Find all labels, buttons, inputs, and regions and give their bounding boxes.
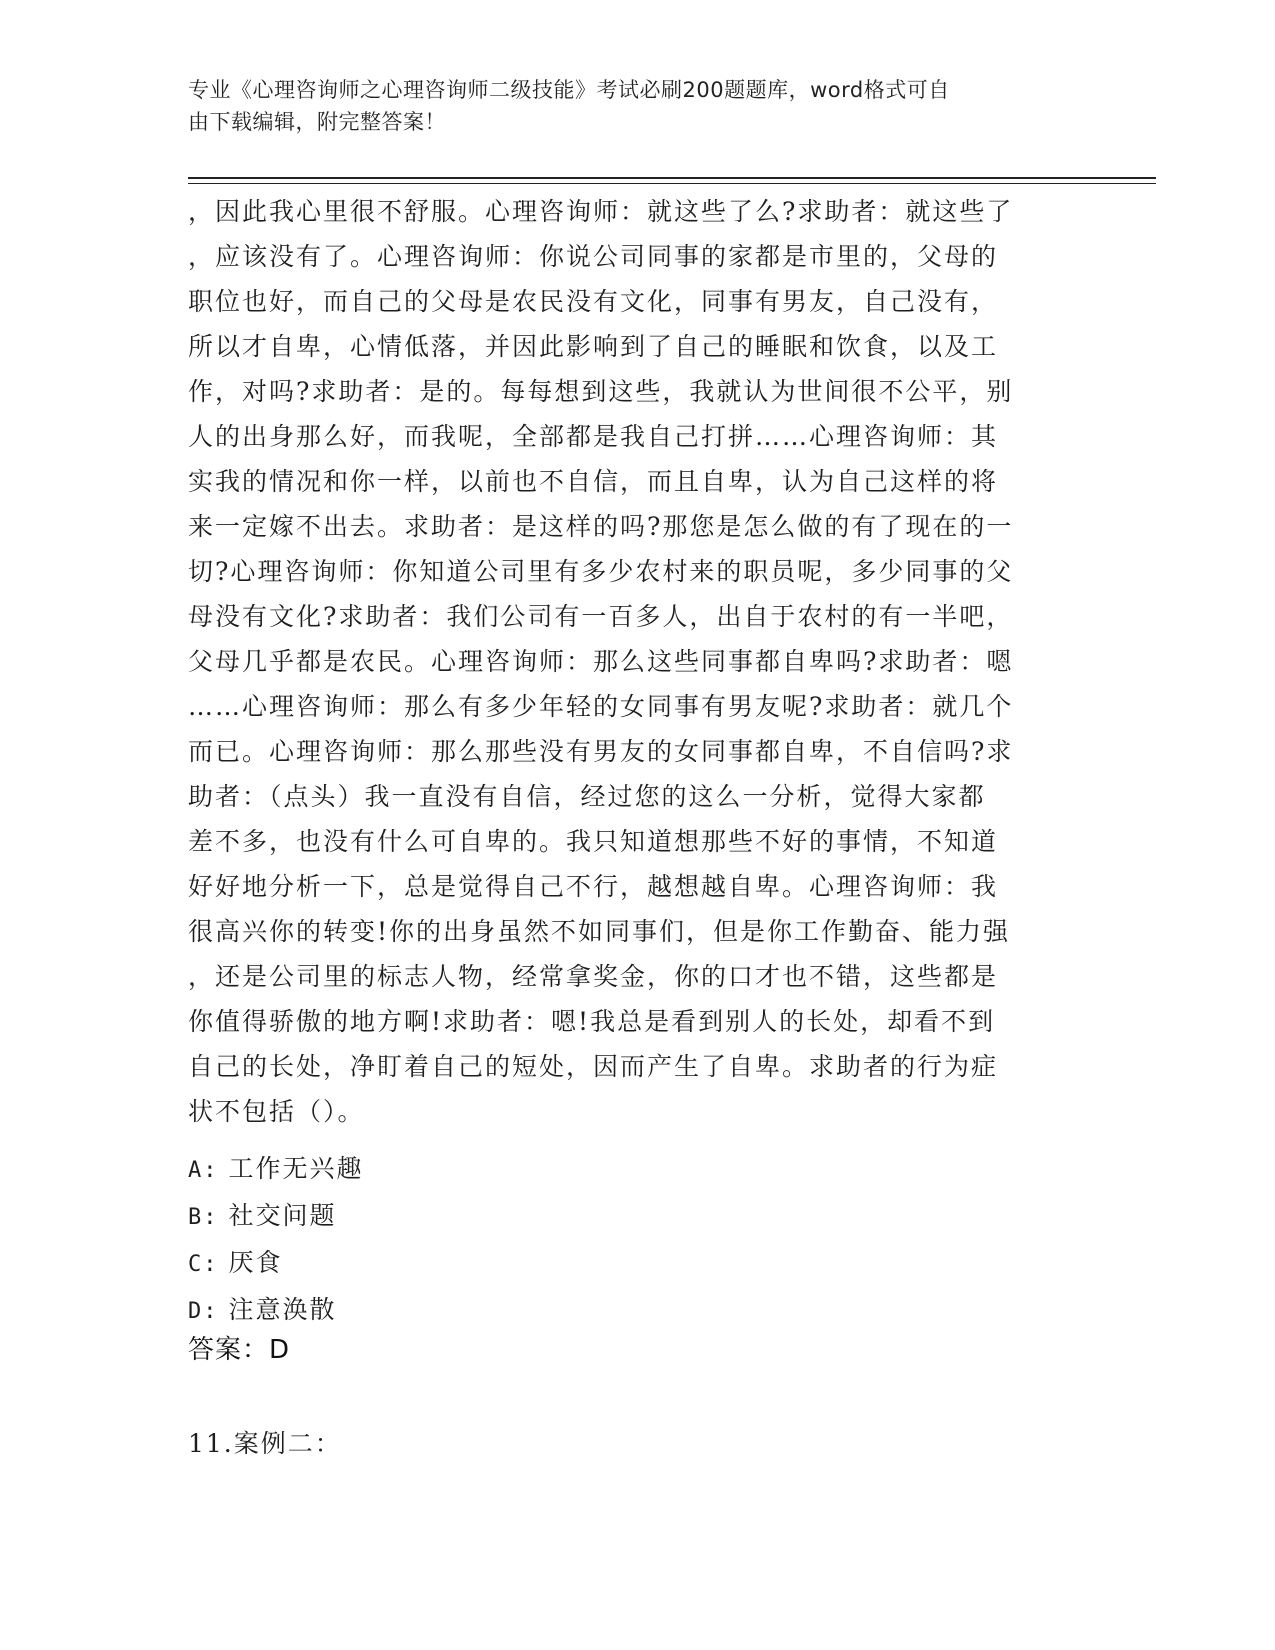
question-line: 职位也好，而自己的父母是农民没有文化，同事有男友，自己没有， [188, 287, 999, 316]
question-line: 自己的长处，净盯着自己的短处，因而产生了自卑。求助者的行为症 [188, 1052, 999, 1081]
header-rule-thick [188, 177, 1156, 179]
header-line-2: 由下载编辑，附完整答案！ [188, 110, 446, 134]
option-d [188, 1287, 364, 1334]
option-text: 工作无兴趣 [228, 1154, 364, 1183]
question-line: 实我的情况和你一样，以前也不自信，而且自卑，认为自己这样的将 [188, 467, 999, 496]
question-line: 母没有文化?求助者：我们公司有一百多人，出自于农村的有一半吧， [188, 602, 1014, 631]
question-line: 而已。心理咨询师：那么那些没有男友的女同事都自卑，不自信吗?求 [188, 737, 1014, 766]
question-line: 切?心理咨询师：你知道公司里有多少农村来的职员呢，多少同事的父 [188, 557, 1014, 586]
question-line: 你值得骄傲的地方啊!求助者：嗯!我总是看到别人的长处，却看不到 [188, 1007, 996, 1036]
question-line: 父母几乎都是农民。心理咨询师：那么这些同事都自卑吗?求助者：嗯 [188, 647, 1014, 676]
header-rule-thin [188, 183, 1156, 184]
option-b [188, 1193, 364, 1240]
option-letter: D: [188, 1299, 219, 1324]
option-letter: B: [188, 1205, 219, 1230]
question-line: 作，对吗?求助者：是的。每每想到这些，我就认为世间很不公平，别 [188, 377, 1014, 406]
question-line: 差不多，也没有什么可自卑的。我只知道想那些不好的事情，不知道 [188, 827, 999, 856]
question-line: 状不包括（）。 [188, 1097, 365, 1126]
question-line: 助者：（点头）我一直没有自信，经过您的这么一分析，觉得大家都 [188, 782, 986, 811]
option-c [188, 1240, 364, 1287]
answer-options [188, 1146, 364, 1334]
page-header [188, 74, 1068, 138]
question-line: 人的出身那么好，而我呢，全部都是我自己打拼……心理咨询师：其 [188, 422, 999, 451]
option-letter: A: [188, 1158, 219, 1183]
question-line: 好好地分析一下，总是觉得自己不行，越想越自卑。心理咨询师：我 [188, 872, 999, 901]
question-text [188, 189, 1088, 1134]
question-line: 来一定嫁不出去。求助者：是这样的吗?那您是怎么做的有了现在的一 [188, 512, 1014, 541]
question-line: ，因此我心里很不舒服。心理咨询师：就这些了么?求助者：就这些了 [188, 197, 1014, 226]
question-line: 所以才自卑，心情低落，并因此影响到了自己的睡眠和饮食，以及工 [188, 332, 999, 361]
option-letter: C: [188, 1252, 219, 1277]
header-line-1: 专业《心理咨询师之心理咨询师二级技能》考试必刷200题题库，word格式可自 [188, 78, 950, 102]
question-line: 很高兴你的转变!你的出身虽然不如同事们，但是你工作勤奋、能力强 [188, 917, 1011, 946]
answer-line: 答案：D [188, 1335, 291, 1365]
question-line: ，还是公司里的标志人物，经常拿奖金，你的口才也不错，这些都是 [188, 962, 999, 991]
option-text: 厌食 [228, 1248, 283, 1277]
option-text: 社交问题 [228, 1201, 337, 1230]
option-a [188, 1146, 364, 1193]
question-line: ，应该没有了。心理咨询师：你说公司同事的家都是市里的，父母的 [188, 242, 999, 271]
next-question-heading: 11.案例二： [188, 1429, 342, 1458]
option-text: 注意涣散 [228, 1295, 337, 1324]
question-line: ……心理咨询师：那么有多少年轻的女同事有男友呢?求助者：就几个 [188, 692, 1014, 721]
